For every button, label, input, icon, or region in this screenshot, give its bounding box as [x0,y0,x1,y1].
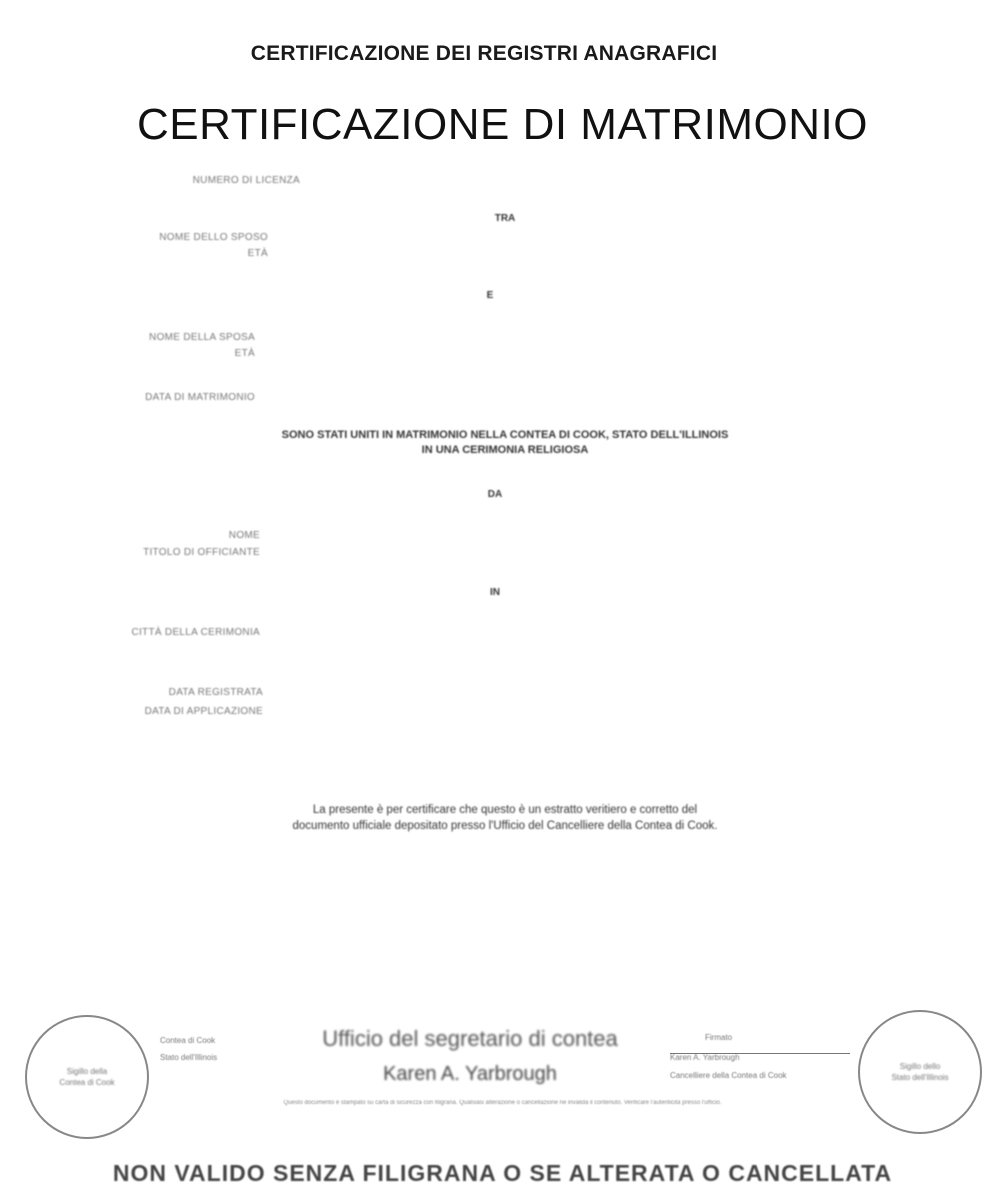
right-seal-line-1: Sigillo dello [899,1062,941,1071]
license-number-label: NUMERO DI LICENZA [192,175,300,186]
clerk-subtitle: Cancelliere della Contea di Cook [670,1071,787,1080]
marriage-statement [155,428,855,458]
statement-line-2: IN UNA CERIMONIA RELIGIOSA [421,444,589,456]
groom-age-label: ETÀ [247,248,268,259]
right-seal [858,1010,982,1134]
registry-title: CERTIFICAZIONE DEI REGISTRI ANAGRAFICI [250,42,718,65]
statement-line-1: SONO STATI UNITI IN MATRIMONIO NELLA CONTEA DI COOK, STATO DELL'ILLINOIS [281,429,729,441]
ceremony-city-label: CITTÀ DELLA CERIMONIA [131,627,260,638]
signature-caption: Firmato [705,1033,733,1042]
certificate-title: CERTIFICAZIONE DI MATRIMONIO [136,100,869,149]
between-label: TRA [494,213,516,224]
application-date-label: DATA DI APPLICAZIONE [144,706,263,717]
validity-warning: NON VALIDO SENZA FILIGRANA O SE ALTERATA O CANCELLATA [112,1160,893,1186]
marriage-date-label: DATA DI MATRIMONIO [145,392,255,403]
fine-print: Questo documento è stampato su carta di sicurezza con filigrana. Qualsiasi alterazione o cancellazione ne invalida il contenuto. Verificare l'autenticità presso l'ufficio. [283,1100,722,1106]
office-name: Ufficio del segretario di contea [322,1026,618,1051]
by-label: DA [487,489,503,500]
officiant-name-label: NOME [228,530,260,541]
certification-note [165,802,845,834]
right-seal-line-2: Stato dell'Illinois [891,1073,949,1082]
in-label: IN [490,587,500,598]
left-seal-line-1: Sigillo della [66,1067,108,1076]
left-seal [25,1015,149,1139]
county-line: Contea di Cook [160,1036,216,1045]
left-seal-line-2: Contea di Cook [59,1078,115,1087]
bride-age-label: ETÀ [234,348,255,359]
signer-name: Karen A. Yarbrough [383,1063,557,1085]
officiant-title-label: TITOLO DI OFFICIANTE [143,547,260,558]
bride-name-label: NOME DELLA SPOSA [149,332,255,343]
and-label: E [486,290,494,301]
registered-date-label: DATA REGISTRATA [168,687,263,698]
state-line: Stato dell'Illinois [160,1053,218,1062]
groom-name-label: NOME DELLO SPOSO [159,232,268,243]
clerk-title: Karen A. Yarbrough [670,1053,740,1062]
certification-note-line-1: La presente è per certificare che questo è un estratto veritiero e corretto del [312,804,698,816]
certification-note-line-2: documento ufficiale depositato presso l'Ufficio del Cancelliere della Contea di Cook. [292,820,718,832]
